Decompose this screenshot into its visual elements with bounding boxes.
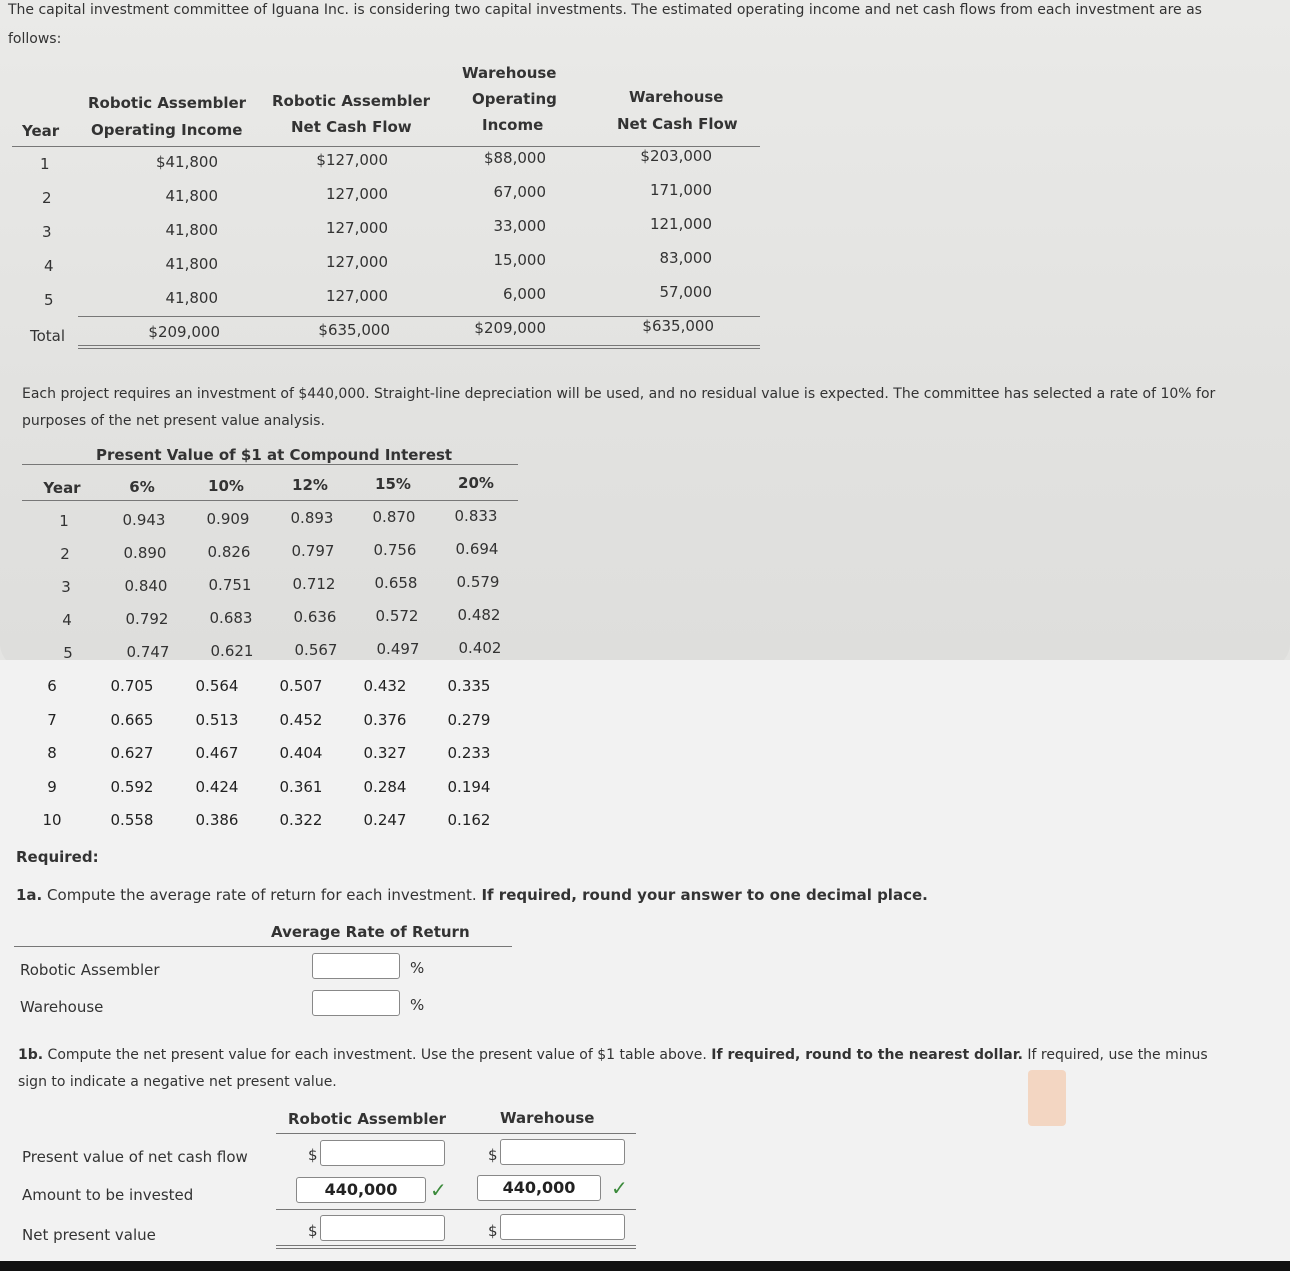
table-cell-ra-ncf: $127,000 [316,151,388,169]
dollar-sign: $ [308,1146,318,1164]
pv-table-cell: 0.361 [279,777,323,796]
pv-table-cell: 0.694 [455,540,499,558]
question-1a: 1a. Compute the average rate of return for each investment. If required, round your answer to one decimal place. [16,886,928,904]
pv-table-cell: 0.792 [125,610,169,628]
arr-robotic-input[interactable] [312,953,400,979]
arr-header-rule [14,946,512,947]
amount-warehouse-input[interactable]: 440,000 [477,1175,601,1201]
total-ra-ncf: $635,000 [318,321,390,339]
pv-table-cell: 0.322 [279,811,323,829]
pv-row-year: 4 [62,611,72,629]
table-cell-wh-ncf: 171,000 [649,181,712,199]
investment-text-cont: purposes of the net present value analysis. [22,413,325,429]
pv-table-title: Present Value of $1 at Compound Interest [96,446,453,464]
table-cell-ra-oi: 41,800 [165,289,218,307]
pv-table-cell: 0.621 [210,642,254,660]
screen-glare [1028,1070,1066,1126]
pv-table-cell: 0.943 [122,511,166,529]
pv-row-year: 2 [60,545,70,563]
header-ra-oi-1: Robotic Assembler [88,94,247,112]
arr-header: Average Rate of Return [271,923,470,941]
pv-net-cash-flow-label: Present value of net cash flow [22,1148,248,1166]
pv-header-cell: 12% [292,476,328,494]
table-row-year: 4 [44,257,54,275]
pv-table-cell: 0.751 [208,576,252,594]
table-cell-wh-ncf: 121,000 [649,215,712,233]
header-wh-oi-1: Warehouse [462,64,557,82]
pv-table-cell: 0.636 [293,608,337,626]
pv-table-cell: 0.279 [447,710,491,729]
header-wh-ncf-2: Net Cash Flow [617,115,738,133]
question-1b-cont: sign to indicate a negative net present value. [18,1074,337,1090]
header-ra-ncf-2: Net Cash Flow [291,118,412,136]
table-row-year: 2 [42,189,52,207]
table-cell-ra-ncf: 127,000 [325,219,388,237]
npv-header-rule [276,1133,636,1134]
pv-table-cell: 0.909 [206,510,250,528]
pv-table-cell: 0.705 [110,677,154,695]
total-label: Total [30,327,66,345]
arr-warehouse-input[interactable] [312,990,400,1016]
pv-row-year: 1 [59,512,69,530]
table-cell-wh-oi: 15,000 [493,251,546,269]
required-label: Required: [16,848,99,866]
pv-table-cell: 0.797 [291,542,335,560]
pv-table-cell: 0.327 [363,744,407,762]
header-ra-ncf-1: Robotic Assembler [272,92,431,110]
pv-table-cell: 0.482 [457,606,501,624]
pv-title-rule [22,464,518,465]
npv-robotic-input[interactable] [320,1215,445,1241]
pv-table-cell: 0.665 [110,710,154,729]
pv-robotic-input[interactable] [320,1140,445,1166]
pv-table-cell: 0.567 [294,641,338,659]
dollar-sign: $ [488,1146,498,1164]
pv-table-cell: 0.233 [447,744,491,762]
pv-table-cell: 0.402 [458,639,502,657]
pv-table-cell: 0.404 [279,744,323,762]
pv-row-year: 9 [47,777,57,796]
pv-row-year: 3 [61,578,71,596]
pv-table-cell: 0.376 [363,710,407,729]
pv-header-cell: 15% [375,475,411,493]
pv-table-cell: 0.756 [373,541,417,559]
bottom-edge [0,1261,1290,1271]
total-ra-oi: $209,000 [148,323,220,341]
header-wh-oi-2: Operating [472,90,557,108]
table-cell-wh-oi: 33,000 [493,217,546,235]
table-cell-wh-ncf: 83,000 [659,249,712,267]
pv-warehouse-input[interactable] [500,1139,625,1165]
pv-table-cell: 0.870 [372,508,416,526]
pv-table-cell: 0.386 [195,811,239,829]
amount-robotic-input[interactable]: 440,000 [296,1177,426,1203]
pv-header-cell: 10% [208,477,244,495]
arr-label-robotic: Robotic Assembler [20,961,160,979]
pv-table-cell: 0.683 [209,609,253,627]
pv-header-cell: 6% [129,478,155,496]
pv-table-cell: 0.833 [454,507,498,525]
pv-table-cell: 0.497 [376,640,420,658]
net-present-value-label: Net present value [22,1226,156,1244]
pv-table-cell: 0.572 [375,607,419,625]
question-1b: 1b. Compute the net present value for each investment. Use the present value of $1 table above. If required, round to the nearest dollar. If required, use the minus [18,1047,1208,1063]
pv-row-year: 5 [63,644,73,662]
pv-table-cell: 0.826 [207,543,251,561]
percent-sign: % [410,996,425,1014]
intro-text: The capital investment committee of Iguana Inc. is considering two capital investments. The estimated operating income and net cash flows from each investment are as [8,2,1202,18]
table-cell-ra-oi: 41,800 [165,255,218,273]
table-cell-ra-oi: 41,800 [165,221,218,239]
check-icon: ✓ [611,1176,628,1200]
pv-table-cell: 0.558 [110,811,154,829]
table-cell-wh-oi: $88,000 [483,149,546,167]
table-row-year: 3 [42,223,52,241]
table-cell-ra-ncf: 127,000 [325,287,388,305]
table-cell-ra-ncf: 127,000 [325,185,388,203]
header-wh-ncf-1: Warehouse [629,88,724,106]
npv-header-robotic: Robotic Assembler [288,1110,447,1128]
pv-header-cell: Year [43,479,81,497]
amount-invested-label: Amount to be invested [22,1186,194,1204]
pv-table-cell: 0.893 [290,509,334,527]
total-wh-oi: $209,000 [474,319,546,337]
npv-subtotal-rule [276,1209,636,1210]
pv-row-year: 7 [47,710,57,729]
header-ra-oi-2: Operating Income [91,121,243,139]
check-icon: ✓ [430,1178,447,1202]
pv-header-rule [22,500,518,501]
dollar-sign: $ [308,1222,318,1240]
pv-header-cell: 20% [458,474,494,492]
pv-table-cell: 0.507 [279,677,323,695]
dollar-sign: $ [488,1222,498,1240]
table-cell-wh-ncf: 57,000 [659,283,712,301]
table-cell-wh-ncf: $203,000 [640,147,712,165]
pv-table-cell: 0.513 [195,710,239,729]
pv-table-cell: 0.194 [447,777,491,796]
investment-text: Each project requires an investment of $440,000. Straight-line depreciation will be used, and no residual value is expected. The committee has selected a rate of 10% for [22,386,1216,402]
pv-table-cell: 0.627 [110,744,154,762]
pv-table-cell: 0.840 [124,577,168,595]
pv-table-cell: 0.335 [447,677,491,695]
header-wh-oi-3: Income [482,116,544,134]
pv-table-cell: 0.452 [279,710,323,729]
table-cell-ra-ncf: 127,000 [325,253,388,271]
pv-table-cell: 0.162 [447,811,491,829]
table-cell-ra-oi: 41,800 [165,187,218,205]
pv-table-cell: 0.890 [123,544,167,562]
header-year: Year [22,122,60,140]
pv-table-cell: 0.247 [363,811,407,829]
pv-table-cell: 0.564 [195,677,239,695]
arr-label-warehouse: Warehouse [20,998,104,1016]
pv-table-cell: 0.424 [195,777,239,796]
table-cell-ra-oi: $41,800 [155,153,218,171]
pv-row-year: 6 [47,677,57,695]
table-cell-wh-oi: 6,000 [503,285,546,303]
pv-table-cell: 0.658 [374,574,418,592]
pv-table-cell: 0.747 [126,643,170,661]
pv-table-cell: 0.712 [292,575,336,593]
table-row-year: 5 [44,291,54,309]
table-row-year: 1 [40,155,50,173]
table-cell-wh-oi: 67,000 [493,183,546,201]
npv-header-warehouse: Warehouse [500,1109,595,1127]
npv-warehouse-input[interactable] [500,1214,625,1240]
npv-total-rule [276,1245,636,1249]
total-wh-ncf: $635,000 [642,317,714,335]
intro-text-cont: follows: [8,31,62,47]
pv-table-cell: 0.579 [456,573,500,591]
percent-sign: % [410,959,425,977]
pv-table-cell: 0.467 [195,744,239,762]
pv-row-year: 10 [42,811,62,829]
pv-table-cell: 0.592 [110,777,154,796]
total-rule [78,345,760,349]
pv-table-cell: 0.284 [363,777,407,796]
pv-row-year: 8 [47,744,57,762]
pv-table-cell: 0.432 [363,677,407,695]
